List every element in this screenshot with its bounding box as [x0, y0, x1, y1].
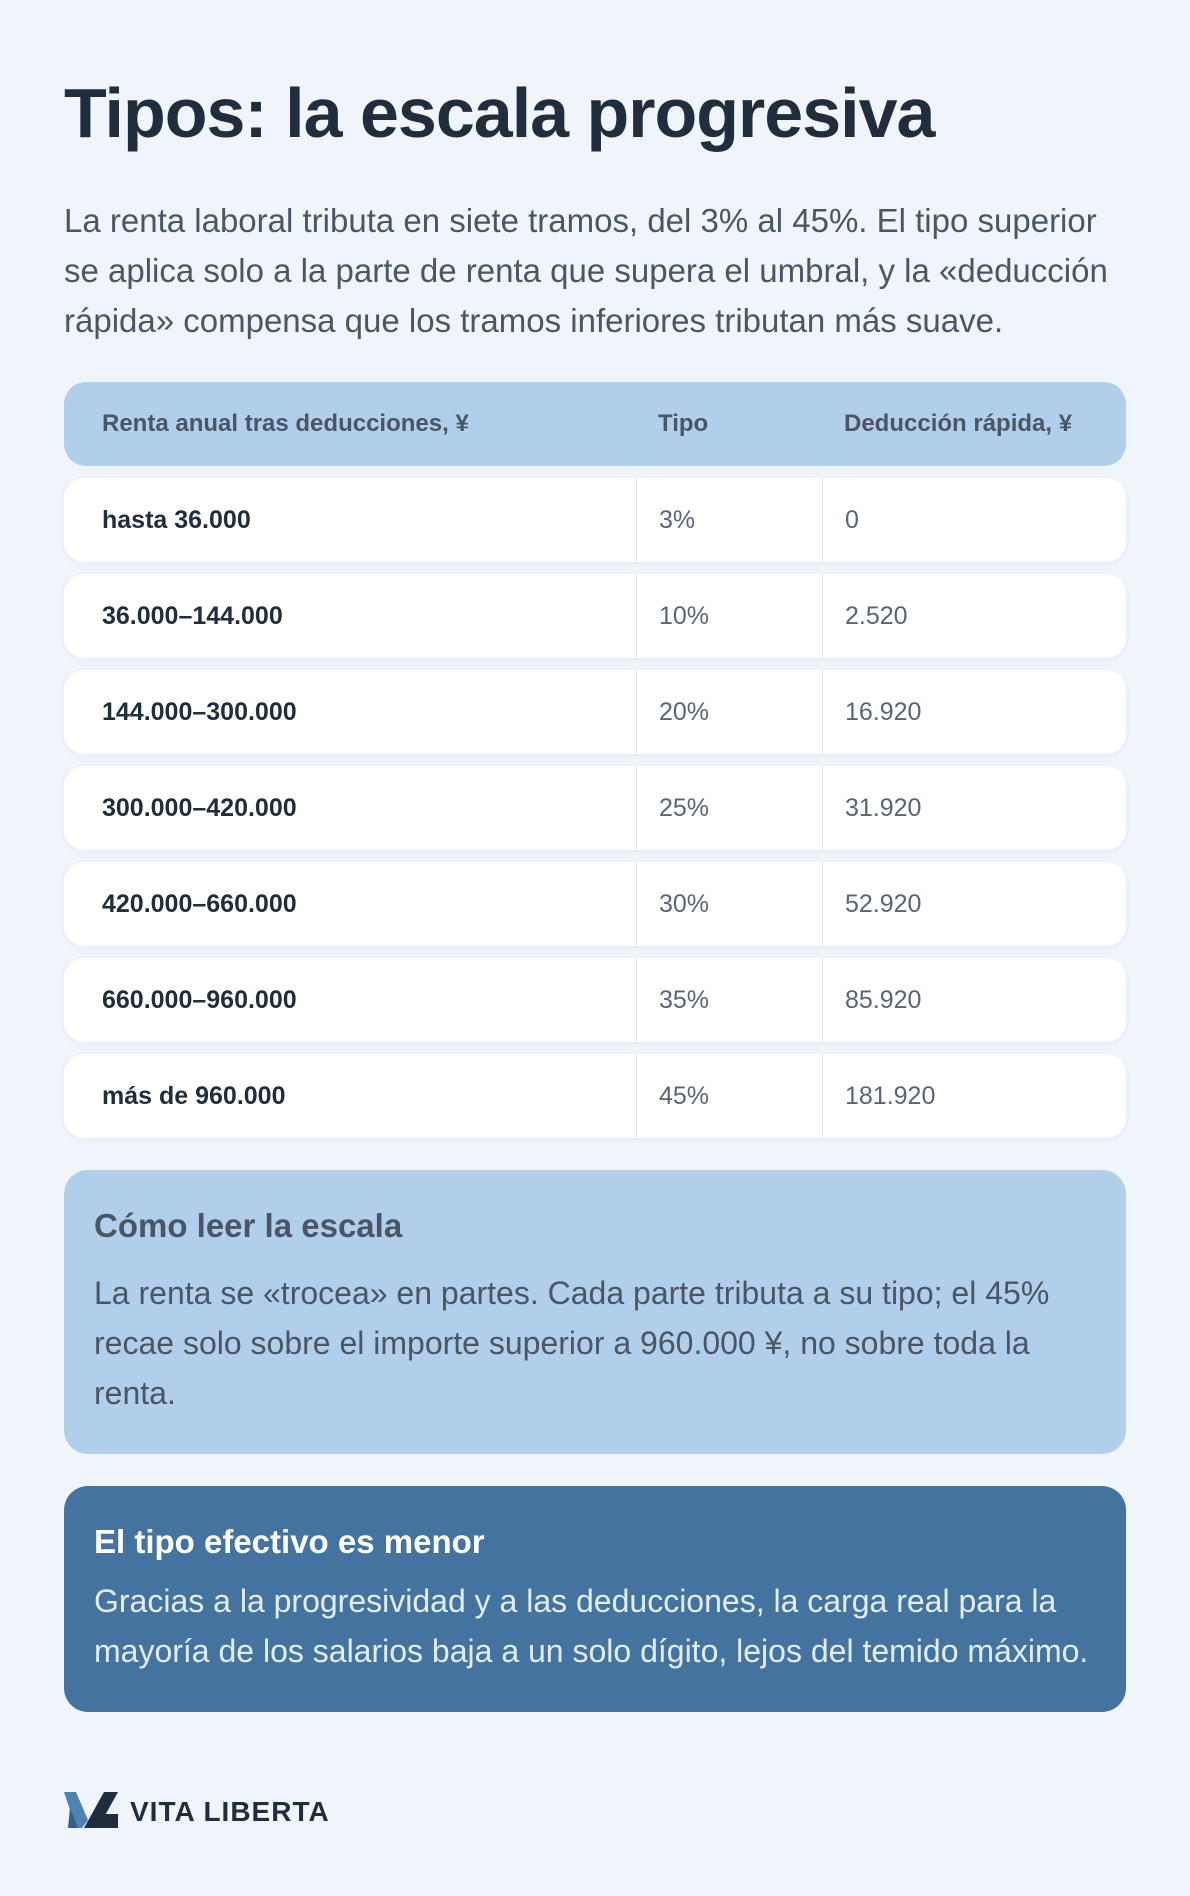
- table-row: [64, 1054, 1126, 1138]
- cell-deduction: 85.920: [822, 958, 1126, 1042]
- cell-deduction: 16.920: [822, 670, 1126, 754]
- cell-range: 36.000–144.000: [102, 601, 283, 630]
- cell-rate: 25%: [636, 766, 822, 850]
- cell-deduction: 31.920: [822, 766, 1126, 850]
- effective-rate-body: Gracias a la progresividad y a las deducciones, la carga real para la mayoría de los salarios baja a un solo dígito, lejos del temido máximo.: [94, 1583, 1089, 1669]
- table-row: [64, 958, 1126, 1042]
- cell-deduction: 181.920: [822, 1054, 1126, 1138]
- column-header-rate: Tipo: [658, 410, 709, 437]
- table-row: [64, 574, 1126, 658]
- cell-deduction: 0: [822, 478, 1126, 562]
- cell-rate: 45%: [636, 1054, 822, 1138]
- effective-rate-callout: [64, 1486, 1126, 1712]
- intro-paragraph: La renta laboral tributa en siete tramos, del 3% al 45%. El tipo superior se aplica solo a la parte de renta que supera el umbral, y la «deducción rápida» compensa que los tramos inferiores tributan más suave.: [64, 202, 1108, 339]
- cell-range: hasta 36.000: [102, 505, 251, 534]
- cell-range: 660.000–960.000: [102, 985, 297, 1014]
- cell-deduction: 52.920: [822, 862, 1126, 946]
- cell-rate: 3%: [636, 478, 822, 562]
- brand-footer: [64, 1790, 330, 1834]
- cell-range: 300.000–420.000: [102, 793, 297, 822]
- table-row: [64, 670, 1126, 754]
- how-to-read-body: La renta se «trocea» en partes. Cada parte tributa a su tipo; el 45% recae solo sobre el importe superior a 960.000 ¥, no sobre toda la renta.: [94, 1275, 1050, 1411]
- how-to-read-callout: [64, 1170, 1126, 1454]
- column-header-income: Renta anual tras deducciones, ¥: [102, 410, 469, 437]
- cell-range: 420.000–660.000: [102, 889, 297, 918]
- cell-deduction: 2.520: [822, 574, 1126, 658]
- how-to-read-title: Cómo leer la escala: [94, 1207, 403, 1244]
- table-header: [64, 382, 1126, 466]
- table-row: [64, 766, 1126, 850]
- brand-name: VITA LIBERTA: [130, 1796, 330, 1827]
- cell-rate: 10%: [636, 574, 822, 658]
- tax-bracket-table: [64, 382, 1126, 1138]
- cell-range: más de 960.000: [102, 1081, 286, 1110]
- effective-rate-title: El tipo efectivo es menor: [94, 1523, 485, 1560]
- vita-liberta-logo-icon: [64, 1790, 120, 1835]
- cell-rate: 35%: [636, 958, 822, 1042]
- cell-rate: 20%: [636, 670, 822, 754]
- column-header-deduction: Deducción rápida, ¥: [844, 410, 1073, 437]
- cell-rate: 30%: [636, 862, 822, 946]
- table-row: [64, 862, 1126, 946]
- cell-range: 144.000–300.000: [102, 697, 297, 726]
- page-title: Tipos: la escala progresiva: [64, 74, 935, 152]
- table-row: [64, 478, 1126, 562]
